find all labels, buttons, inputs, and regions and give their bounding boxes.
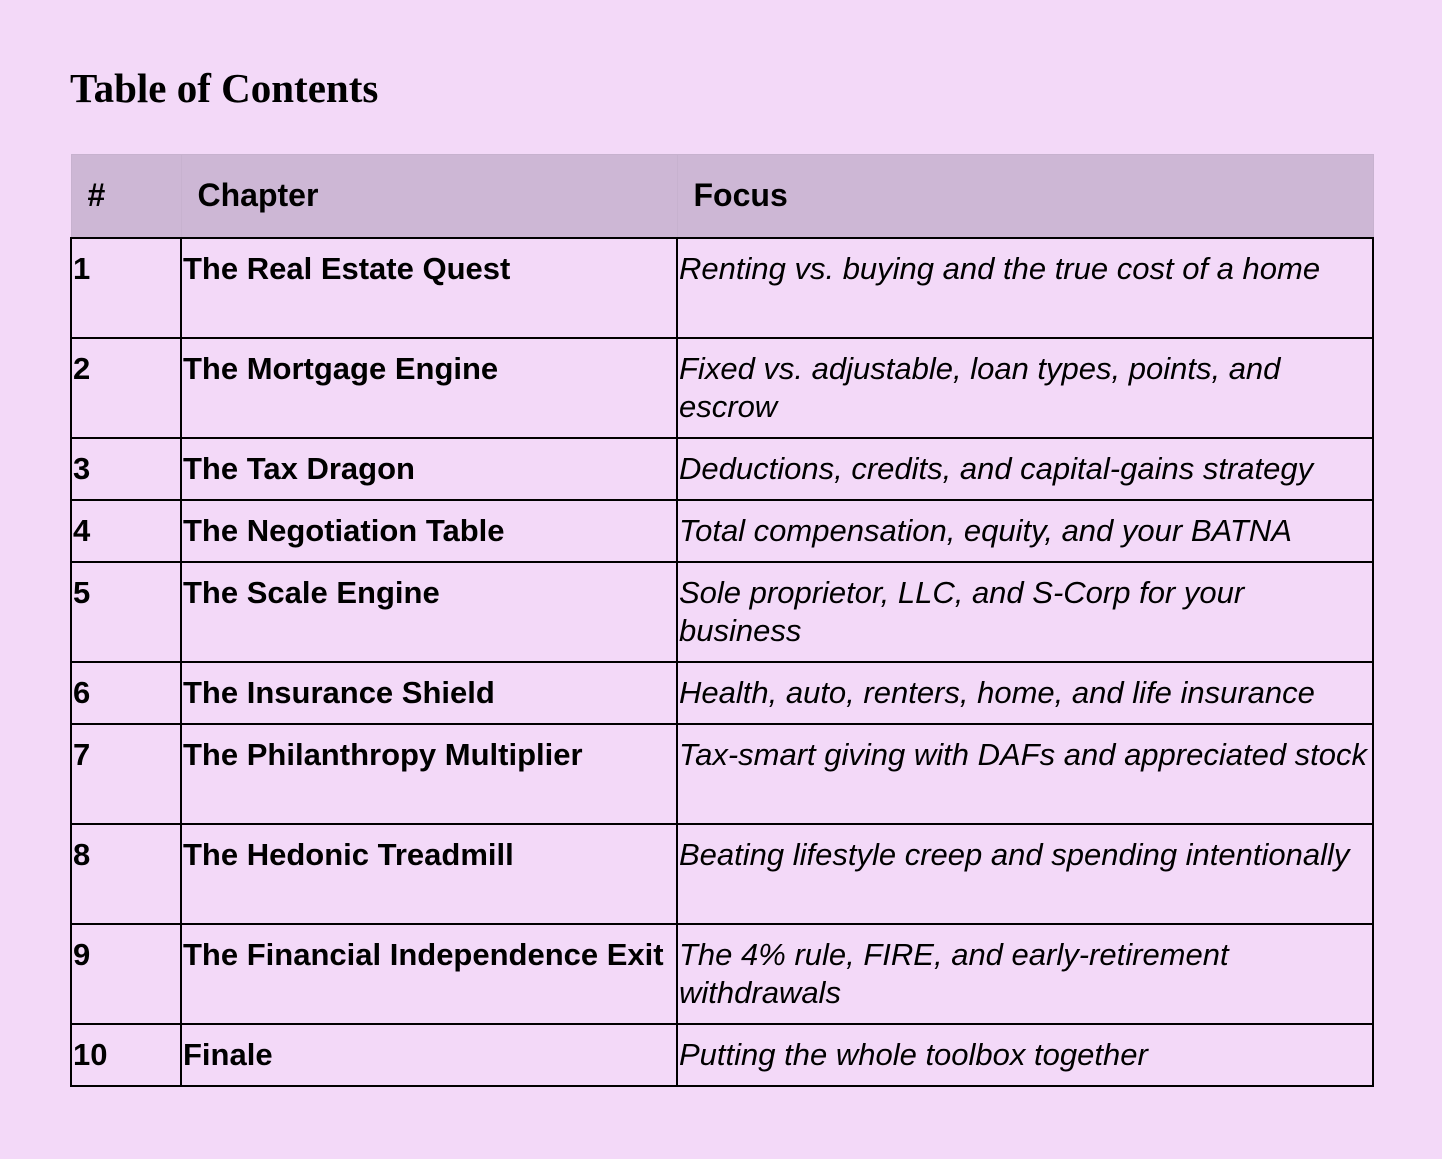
table-row [71,500,1373,562]
chapter-number: 9 [71,924,181,1024]
chapter-title: The Scale Engine [181,562,677,662]
chapter-title: The Insurance Shield [181,662,677,724]
table-of-contents [70,154,1374,1087]
chapter-focus: Beating lifestyle creep and spending intentionally [677,824,1373,924]
table-row [71,924,1373,1024]
table-row [71,562,1373,662]
chapter-number: 8 [71,824,181,924]
table-row [71,338,1373,438]
chapter-number: 7 [71,724,181,824]
table-row [71,438,1373,500]
chapter-number: 5 [71,562,181,662]
chapter-focus: Sole proprietor, LLC, and S-Corp for your business [677,562,1373,662]
chapter-number: 10 [71,1024,181,1086]
chapter-title: The Financial Independence Exit [181,924,677,1024]
chapter-focus: The 4% rule, FIRE, and early-retirement withdrawals [677,924,1373,1024]
page-title: Table of Contents [70,65,379,111]
column-header-focus: Focus [677,155,1373,238]
chapter-title: The Tax Dragon [181,438,677,500]
chapter-title: The Mortgage Engine [181,338,677,438]
chapter-title: Finale [181,1024,677,1086]
column-header-chapter: Chapter [181,155,677,238]
chapter-number: 6 [71,662,181,724]
table-row [71,824,1373,924]
table-row [71,1024,1373,1086]
chapter-focus: Renting vs. buying and the true cost of a home [677,238,1373,338]
chapter-focus: Deductions, credits, and capital-gains strategy [677,438,1373,500]
table-row [71,238,1373,338]
table-row [71,724,1373,824]
column-header-number: # [71,155,181,238]
chapter-focus: Total compensation, equity, and your BATNA [677,500,1373,562]
chapter-focus: Tax-smart giving with DAFs and appreciated stock [677,724,1373,824]
chapter-title: The Philanthropy Multiplier [181,724,677,824]
chapter-focus: Fixed vs. adjustable, loan types, points, and escrow [677,338,1373,438]
chapter-title: The Real Estate Quest [181,238,677,338]
chapter-title: The Negotiation Table [181,500,677,562]
chapter-focus: Health, auto, renters, home, and life insurance [677,662,1373,724]
table-header-row [71,155,1373,238]
chapter-number: 2 [71,338,181,438]
chapter-focus: Putting the whole toolbox together [677,1024,1373,1086]
chapter-title: The Hedonic Treadmill [181,824,677,924]
chapter-number: 1 [71,238,181,338]
chapter-number: 3 [71,438,181,500]
table-row [71,662,1373,724]
chapter-number: 4 [71,500,181,562]
